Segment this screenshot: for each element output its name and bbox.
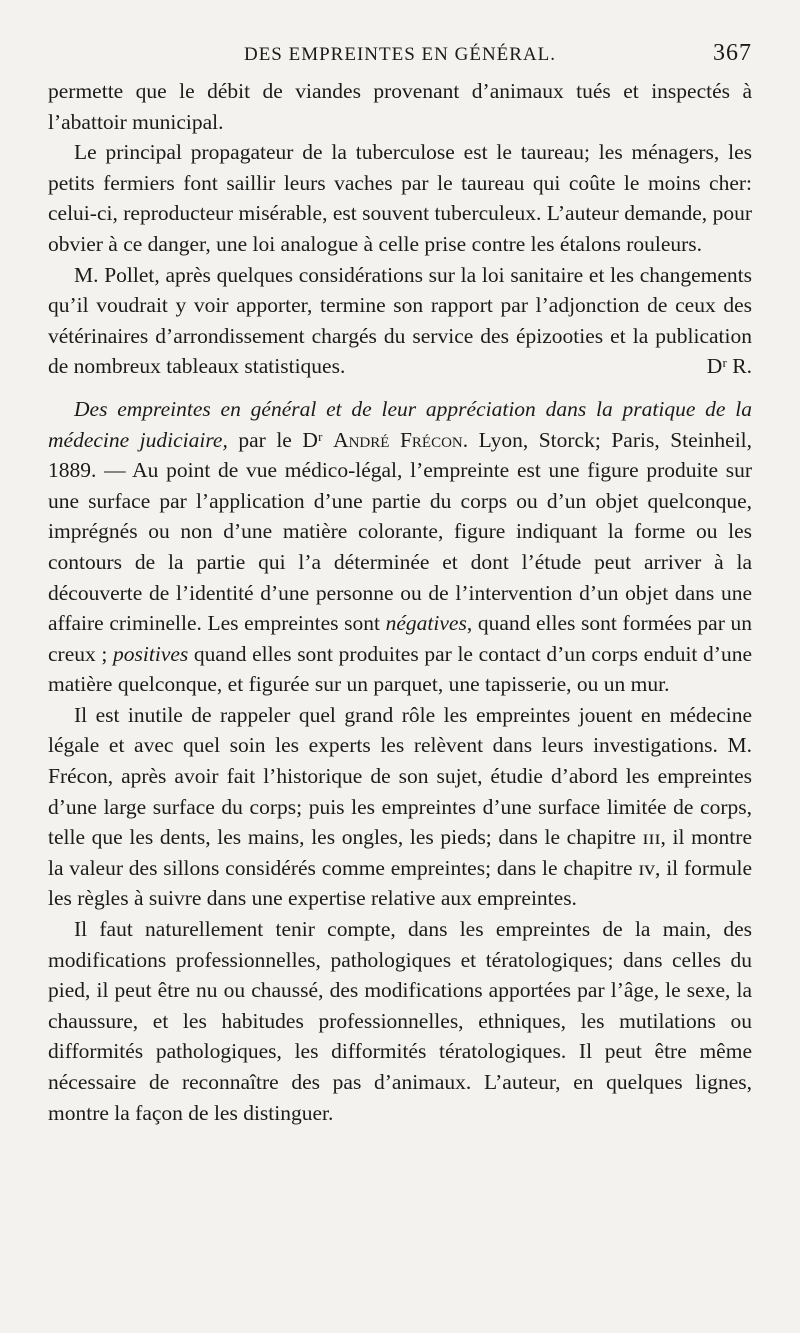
paragraph-pollet-text: M. Pollet, après quelques considérations sur la loi sanitaire et les changements qu’il voudrait y voir apporter, termine son rapport par l’adjonction de ceux des vétérinaires d’arrondissement chargés du service des épizooties et la publication de nombreux tableaux statistiques. <box>48 262 752 379</box>
running-head <box>48 40 752 76</box>
review-text: . Lyon, Storck; Paris, Steinheil, 1889. — Au point de vue médico-légal, l’empreinte est une figure produite sur une surface par l’application d’une partie du corps ou d’un objet quelconque, imprégnés ou non d’une matière colorante, figure indiquant la forme ou les contours de la partie qui l’a déterminée et dont l’étude peut arriver à la découverte de l’identité d’une personne ou de l’intervention d’un objet dans une affaire criminelle. Les empreintes sont <box>48 427 753 636</box>
review-author-name: André Frécon <box>333 427 463 452</box>
running-title: DES EMPREINTES EN GÉNÉRAL. <box>243 44 557 65</box>
review-text-end: quand elles sont produites par le contact d’un corps enduit d’une matière quelconque, et figurée sur un parquet, une tapisserie, ou un mur. <box>48 641 752 697</box>
paragraph-pollet <box>48 260 752 382</box>
review-book-title: Des empreintes en général et de leur appréciation dans la pratique de la médecine judiciaire, <box>48 396 752 452</box>
review-by: par le <box>227 427 303 452</box>
review-author-prefix: Dʳ <box>302 427 334 452</box>
body-text <box>48 76 752 1128</box>
review-signature: Dʳ R. <box>706 354 752 379</box>
paragraph-considerations: Il faut naturellement tenir compte, dans les empreintes de la main, des modifications professionnelles, pathologiques et tératologiques; dans celles du pied, il peut être nu ou chaussé, des modifications apportées par l’âge, le sexe, la chaussure, et les habitudes professionnelles, ethniques, les mutilations ou difformités pathologiques, les difformités tératologiques. Il peut être même nécessaire de reconnaître des pas d’animaux. L’auteur, en quelques lignes, montre la façon de les distinguer. <box>48 917 752 1125</box>
paragraph-role: Il est inutile de rappeler quel grand rôle les empreintes jouent en médecine légale et avec quel soin les experts les relèvent dans leurs investigations. M. Frécon, après avoir fait l’historique de son sujet, étudie d’abord les empreintes d’une large surface du corps; puis les empreintes d’une surface limitée de corps, telle que les dents, les mains, les ongles, les pieds; dans le chapitre ɪɪɪ, il montre la valeur des sillons considérés comme empreintes; dans le chapitre ɪᴠ, il formule les règles à suivre dans une expertise relative aux empreintes. <box>48 702 752 911</box>
review-term-positives: positives <box>113 641 189 666</box>
review-entry <box>48 394 752 700</box>
page-number: 367 <box>713 40 752 66</box>
paragraph-tuberculosis: Le principal propagateur de la tuberculose est le taureau; les ménagers, les petits fermiers font saillir leurs vaches par le taureau qui coûte le moins cher: celui-ci, reproducteur misérable, est souvent tuberculeux. L’auteur demande, pour obvier à ce danger, une loi analogue à celle prise contre les étalons rouleurs. <box>48 140 752 256</box>
review-text-mid: , quand elles sont formées par un creux ; <box>48 611 753 666</box>
paragraph-continuation: permette que le débit de viandes provenant d’animaux tués et inspectés à l’abattoir municipal. <box>48 79 752 134</box>
review-term-negatives: négatives <box>385 611 467 636</box>
